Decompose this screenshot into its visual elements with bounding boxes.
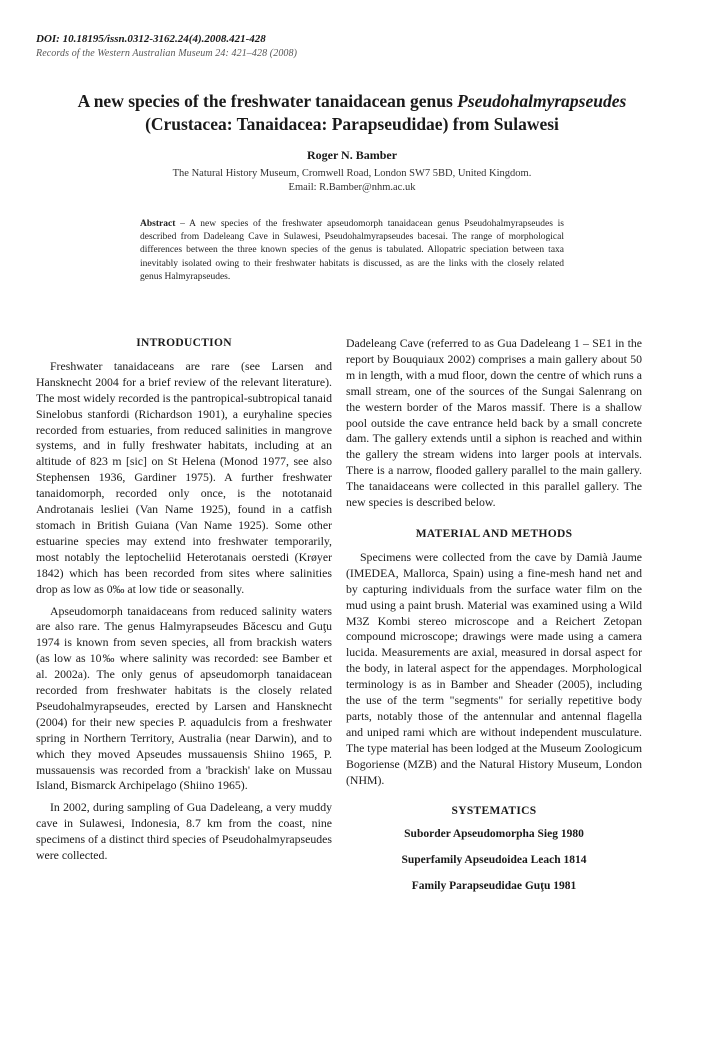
- author-name: Roger N. Bamber: [306, 148, 398, 162]
- intro-paragraph-4: Dadeleang Cave (referred to as Gua Dadeleang 1 – SE1 in the report by Bouquiaux 2002) comprises a main gallery about 50 m in length, with a mud floor, down the centre of which runs a small stream, one of the sources of the Sungai Salenrang on the western border of the Maros massif. There is a shallow pool outside the cave entrance held back by a small concrete dam. The gallery extends until a siphon is reached and within the gallery the stream widens into larger pools at intervals. There is a narrow, flooded gallery parallel to the main gallery. The tanaidaceans were collected in this parallel gallery. The new species is described below.: [346, 336, 642, 510]
- suborder-line: Suborder Apseudomorpha Sieg 1980: [404, 828, 584, 841]
- title-part-2: (Crustacea: Tanaidacea: Parapseudidae) from Sulawesi: [145, 114, 559, 134]
- affiliation-address: The Natural History Museum, Cromwell Road, London SW7 5BD, United Kingdom.: [172, 168, 532, 179]
- author-affiliation: [100, 167, 604, 195]
- abstract-label: Abstract: [140, 219, 176, 229]
- superfamily-line: Superfamily Apseudoidea Leach 1814: [401, 854, 587, 867]
- article-title: [30, 90, 674, 136]
- title-genus: Pseudohalmyrapseudes: [457, 91, 627, 111]
- title-part-1: A new species of the freshwater tanaidacean genus: [77, 91, 458, 111]
- doi-line: DOI: 10.18195/issn.0312-3162.24(4).2008.421-428: [36, 33, 266, 45]
- affiliation-email: Email: R.Bamber@nhm.ac.uk: [288, 182, 416, 193]
- abstract: [140, 218, 564, 284]
- left-column: [36, 336, 332, 870]
- methods-paragraph: Specimens were collected from the cave by Damià Jaume (IMEDEA, Mallorca, Spain) using a fine-mesh hand net and by capturing individuals from the surface water film on the mud using a paint brush. Material was examined using a Wild M3Z Kombi stereo microscope and a Reichert Zetopan compound microscope; drawings were made using a camera lucida. Measurements are axial, measured in dorsal aspect for the body, in lateral aspect for the appendages. Morphological terminology is as in Bamber and Sheader (2005), including the use of the term "segments" for serially repetitive body parts, notably those of the antennular and antennal flagella and uniped rami which are without independent musculature. The type material has been lodged at the Museum Zoologicum Bogoriense (MZB) and the Natural History Museum, London (NHM).: [346, 549, 642, 787]
- journal-citation: Records of the Western Australian Museum 24: 421–428 (2008): [36, 48, 298, 59]
- abstract-text: – A new species of the freshwater apseudomorph tanaidacean genus Pseudohalmyrapseudes is described from Dadeleang Cave in Sulawesi, Pseudohalmyrapseudes bacesai. The range of morphological differences between the three known species of the genus is tabulated. Allopatric speciation between taxa inevitably isolated owing to their freshwater habitats is discussed, as are the links with the closely related genus Halmyrapseudes.: [140, 219, 564, 282]
- family-line: Family Parapseudidae Guţu 1981: [411, 880, 577, 893]
- introduction-heading: INTRODUCTION: [136, 337, 232, 349]
- systematics-heading: SYSTEMATICS: [451, 805, 537, 818]
- right-column: [346, 336, 642, 905]
- intro-paragraph-3: In 2002, during sampling of Gua Dadeleang, a very muddy cave in Sulawesi, Indonesia, 8.7 km from the coast, nine specimens of a distinct third species of Pseudohalmyrapseudes were collected.: [36, 800, 332, 863]
- methods-heading: MATERIAL AND METHODS: [415, 527, 573, 540]
- intro-paragraph-1: Freshwater tanaidaceans are rare (see Larsen and Hansknecht 2004 for a brief review of the relevant literature). The most widely recorded is the pantropical-subtropical tanaid Sinelobus stanfordi (Richardson 1901), a euryhaline species recorded from estuaries, from reduced salinities in mangrove systems, and in fully freshwater habitats, including at an altitude of 823 m [sic] on St Helena (Monod 1977, see also Stephensen 1936, Gardiner 1975). A further freshwater tanaidomorph, recorded only once, is the nototanaid Androtanais lesliei (Van Name 1925), found in a catfish stomach in British Guiana (Van Name 1925). Some other estuarine species may extend into freshwater temporarily, most notably the leptocheliid Heterotanais oerstedi (Krøyer 1842) which has been recorded from sites where salinities drop as low as 0‰ at low tide or seasonally.: [36, 358, 332, 596]
- intro-paragraph-2: Apseudomorph tanaidaceans from reduced salinity waters are also rare. The genus Halmyrapseudes Băcescu and Guţu 1974 is known from seven species, all from brackish waters (as low as 10‰ where salinity was recorded: see Bamber et al. 2002a). The only genus of apseudomorph tanaidacean recorded from freshwater habitats is the closely related Pseudohalmyrapseudes, erected by Larsen and Hansknecht (2004) for their new species P. aquadulcis from a freshwater spring in Northern Territory, Australia (near Darwin), and to which they moved Apseudes mussauensis Shiino 1965, P. mussauensis was recorded from a 'brackish' lake on Mussau Island, Bismarck Archipelago (Shiino 1965).: [36, 603, 332, 793]
